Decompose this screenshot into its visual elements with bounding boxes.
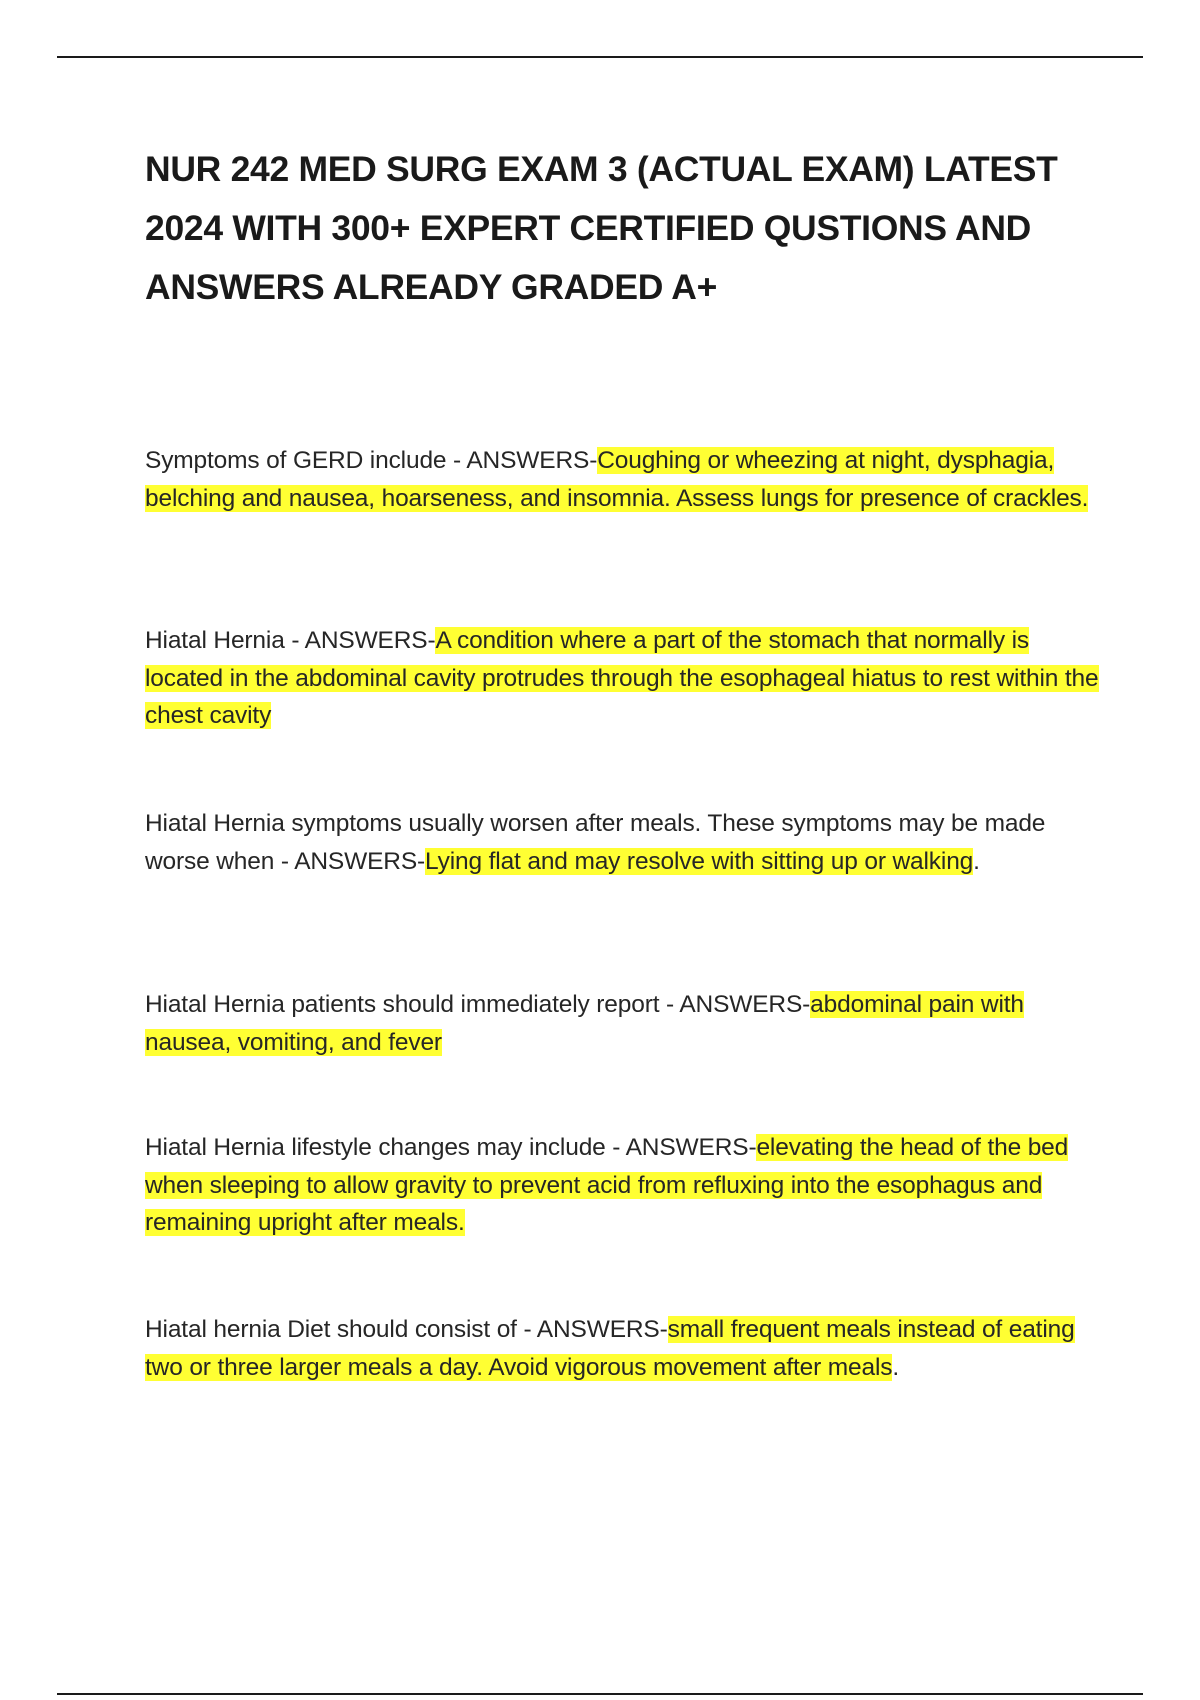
qa-item-gerd-symptoms [145, 442, 1105, 517]
header-rule [57, 56, 1143, 58]
answer-highlight: A condition where a part of the stomach that normally is located in the abdominal cavity protrudes through the esophageal hiatus to rest within the chest cavity [145, 627, 1099, 729]
footer-rule [57, 1693, 1143, 1695]
document-title: NUR 242 MED SURG EXAM 3 (ACTUAL EXAM) LATEST 2024 WITH 300+ EXPERT CERTIFIED QUSTIONS AND ANSWERS ALREADY GRADED A+ [145, 149, 1058, 307]
answer-highlight: abdominal pain with nausea, vomiting, and fever [145, 991, 1024, 1056]
trailing-text: . [973, 847, 980, 875]
trailing-text: . [892, 1353, 900, 1381]
question-text: Hiatal Hernia lifestyle changes may include - ANSWERS- [145, 1134, 757, 1161]
answer-highlight: Coughing or wheezing at night, dysphagia, belching and nausea, hoarseness, and insomnia. Assess lungs for presence of crackles. [145, 447, 1089, 512]
question-text: Symptoms of GERD include - ANSWERS- [145, 447, 598, 474]
answer-highlight: small frequent meals instead of eating two or three larger meals a day. Avoid vigorous movement after meals [145, 1316, 1075, 1381]
qa-item-hiatal-hernia-lifestyle [145, 1129, 1105, 1242]
qa-item-hiatal-hernia [145, 622, 1105, 735]
question-text: Hiatal Hernia symptoms usually worsen after meals. These symptoms may be made worse when - ANSWERS- [145, 810, 1046, 875]
answer-highlight: elevating the head of the bed when sleeping to allow gravity to prevent acid from refluxing into the esophagus and remaining upright after meals. [145, 1134, 1069, 1236]
qa-item-hiatal-hernia-report [145, 986, 1105, 1061]
question-text: Hiatal hernia Diet should consist of - ANSWERS- [145, 1316, 668, 1343]
qa-item-hiatal-hernia-diet [145, 1311, 1105, 1386]
qa-item-hiatal-hernia-symptoms [145, 805, 1105, 880]
answer-highlight: Lying flat and may resolve with sitting up or walking [425, 847, 974, 875]
question-text: Hiatal Hernia - ANSWERS- [145, 627, 436, 654]
question-text: Hiatal Hernia patients should immediately report - ANSWERS- [145, 991, 811, 1018]
